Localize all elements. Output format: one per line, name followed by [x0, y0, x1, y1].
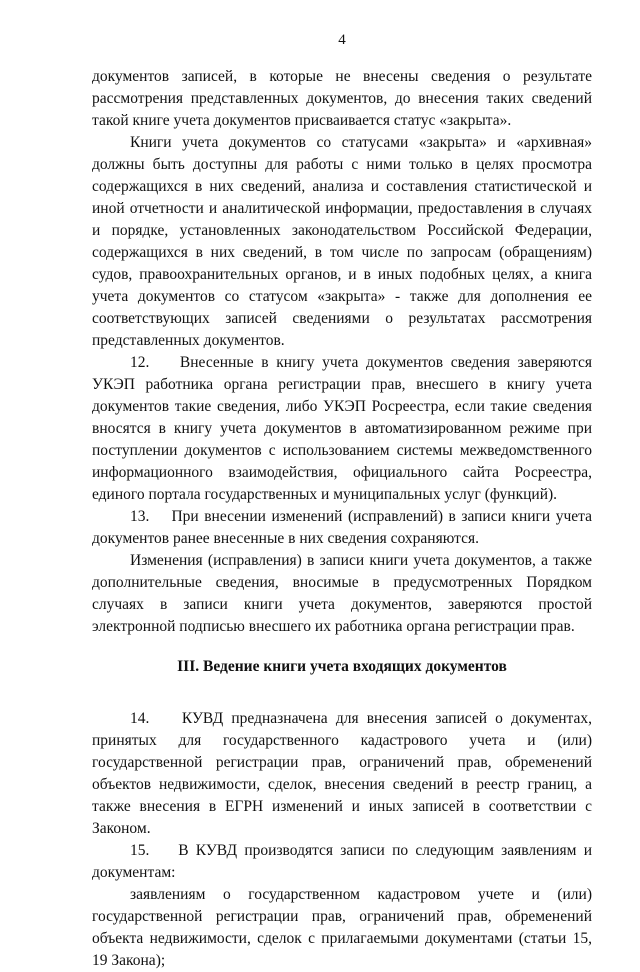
paragraph-item-15: 15. В КУВД производятся записи по следующим заявлениям и документам: [92, 842, 592, 881]
paragraph-continuation: документов записей, в которые не внесены сведения о результате рассмотрения представленных документов, до внесения таких сведений такой книге учета документов присваивается статус «закрыта». [92, 68, 592, 129]
paragraph-item-13: 13. При внесении изменений (исправлений) в записи книги учета документов ранее внесенные в них сведения сохраняются. [92, 508, 592, 547]
section-heading: III. Ведение книги учета входящих документов [177, 658, 507, 675]
document-page [92, 30, 592, 972]
paragraph-applications: заявлениям о государственном кадастровом учете и (или) государственной регистрации прав, ограничений прав, обременений объекта недвижимости, сделок с прилагаемыми документами (статьи 15, 19 Закона); [92, 886, 592, 969]
paragraph-closed-books: Книги учета документов со статусами «закрыта» и «архивная» должны быть доступны для работы с ними только в целях просмотра содержащихся в них сведений, анализа и составления статистической и иной отчетности и аналитической информации, предоставления в случаях и порядке, установленных законодательством Российской Федерации, содержащихся в них сведений, в том числе по запросам (обращениям) судов, правоохранительных органов, и в иных подобных целях, а книга учета документов со статусом «закрыта» - также для дополнения ее соответствующих записей сведениями о результатах рассмотрения представленных документов. [92, 134, 592, 349]
paragraph-item-12: 12. Внесенные в книгу учета документов сведения заверяются УКЭП работника органа регистрации прав, внесшего в книгу учета документов такие сведения, либо УКЭП Росреестра, если такие сведения вносятся в книгу учета документов в автоматизированном режиме при поступлении документов с использованием системы межведомственного информационного взаимодействия, официального сайта Росреестра, единого портала государственных и муниципальных услуг (функций). [92, 354, 592, 503]
paragraph-item-14: 14. КУВД предназначена для внесения записей о документах, принятых для государственного кадастрового учета и (или) государственной регистрации прав, ограничений прав, обременений объектов недвижимости, сделок, внесения сведений в реестр границ, а также внесения в ЕГРН изменений и иных записей в соответствии с Законом. [92, 710, 592, 837]
page-number: 4 [338, 32, 346, 48]
paragraph-corrections: Изменения (исправления) в записи книги учета документов, а также дополнительные сведения, вносимые в предусмотренных Порядком случаях в записи книги учета документов, заверяются простой электронной подписью внесшего их работника органа регистрации прав. [92, 552, 592, 635]
